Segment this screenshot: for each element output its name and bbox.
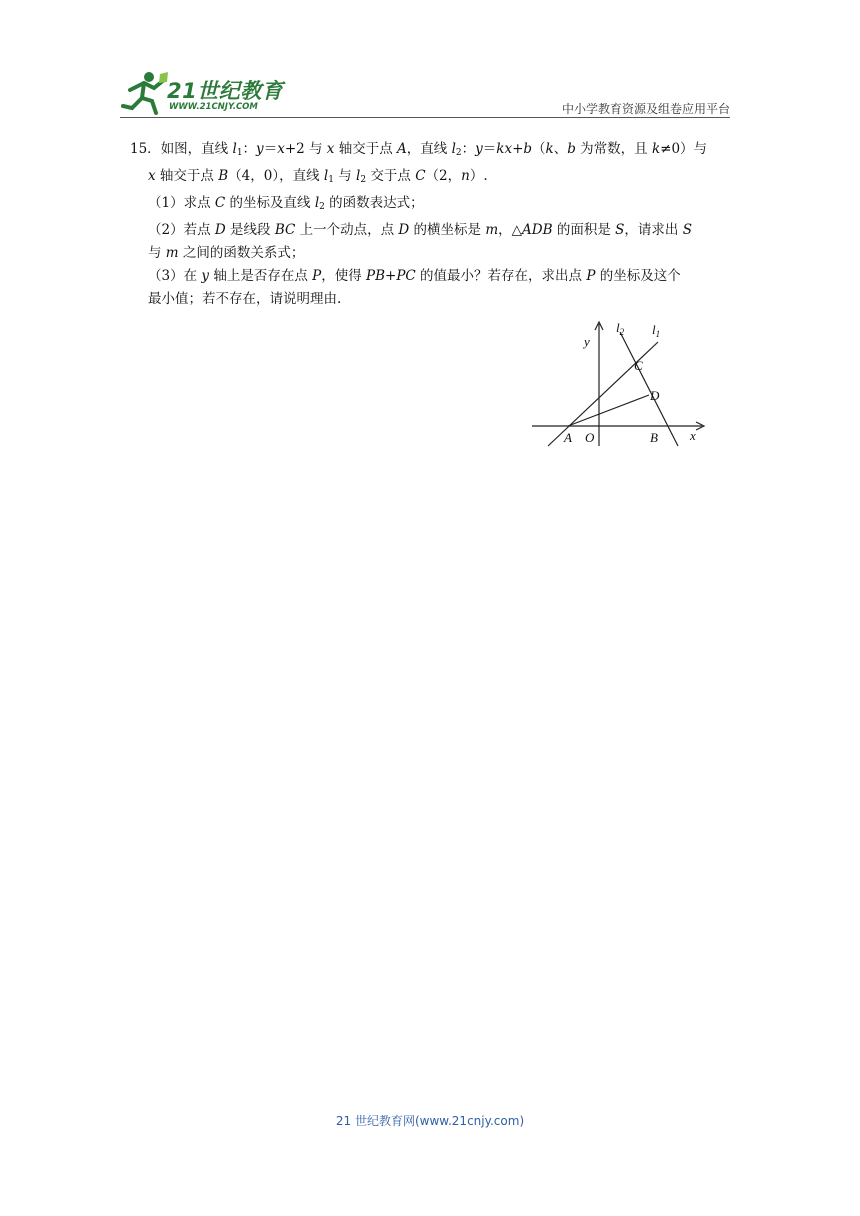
label-o: O: [585, 430, 595, 445]
problem-stem-line-2: x 轴交于点 B（4，0），直线 $l_1$ 与 $l_2$ 交于点 C（2，n）.: [148, 168, 488, 185]
problem-15: [130, 138, 738, 311]
page-header: [120, 68, 730, 120]
label-x: x: [690, 428, 696, 443]
segment-ad: [568, 395, 649, 426]
coordinate-figure: [528, 318, 708, 450]
site-logo: [120, 68, 290, 118]
runner-logo-icon: [120, 68, 170, 118]
header-divider: [120, 117, 730, 118]
label-a: A: [564, 430, 572, 445]
site-name: 21世纪教育: [167, 79, 284, 103]
label-d: D: [650, 388, 660, 403]
problem-part-3-cont: 最小值；若不存在，请说明理由.: [148, 291, 342, 307]
page-footer: 21 世纪教育网(www.21cnjy.com): [335, 1114, 525, 1128]
label-c: C: [634, 358, 643, 373]
label-l1: $l_1$: [652, 322, 661, 339]
line-l2: [620, 332, 678, 446]
problem-part-3: （3）在 y 轴上是否存在点 P，使得 PB+PC 的值最小？若存在，求出点 P 的坐标及这个: [148, 268, 681, 284]
problem-part-2-cont: 与 m 之间的函数关系式；: [148, 245, 305, 261]
problem-part-1: （1）求点 C 的坐标及直线 $l_2$ 的函数表达式；: [148, 195, 424, 212]
label-y: y: [584, 334, 590, 349]
problem-part-2: （2）若点 D 是线段 BC 上一个动点，点 D 的横坐标是 m，△ADB 的面积是 S，请求出 S: [148, 222, 692, 238]
problem-stem-line-1: 15．如图，直线 $l_1$：y＝x+2 与 x 轴交于点 A，直线 $l_2$：y＝kx+b（k、b 为常数，且 k≠0）与: [130, 141, 708, 158]
label-l2: $l_2$: [616, 320, 625, 337]
header-tagline: 中小学教育资源及组卷应用平台: [561, 102, 730, 116]
label-b: B: [650, 430, 658, 445]
site-url: WWW.21CNJY.COM: [169, 102, 258, 112]
